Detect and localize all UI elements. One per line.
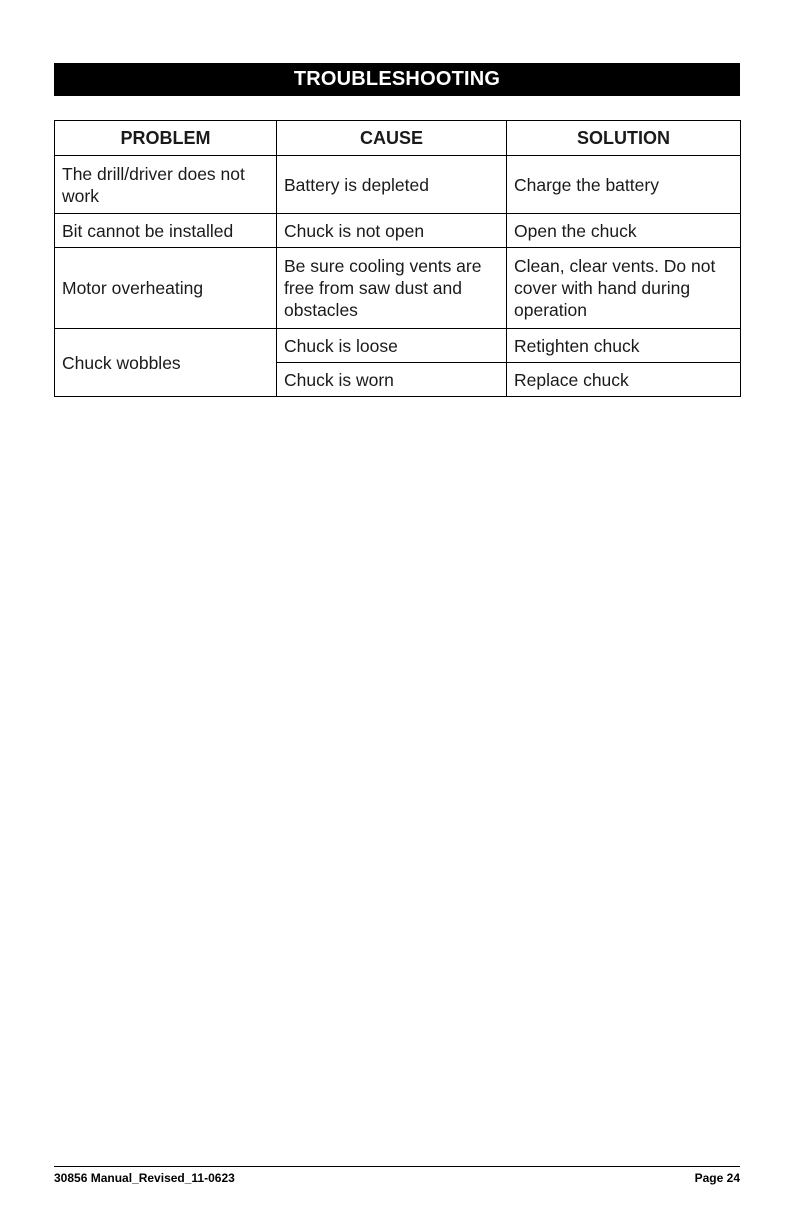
cause-cell: Chuck is loose [277, 329, 507, 363]
header-solution: SOLUTION [507, 121, 741, 156]
cause-cell: Be sure cooling vents are free from saw dust and obstacles [277, 248, 507, 329]
footer-document-id: 30856 Manual_Revised_11-0623 [54, 1171, 235, 1185]
cause-cell: Chuck is not open [277, 214, 507, 248]
header-problem: PROBLEM [55, 121, 277, 156]
troubleshooting-table [54, 120, 741, 397]
problem-cell: The drill/driver does not work [55, 156, 277, 214]
table-row [55, 214, 741, 248]
problem-cell: Motor overheating [55, 248, 277, 329]
footer-divider [54, 1166, 740, 1167]
table-row [55, 329, 741, 363]
section-heading: TROUBLESHOOTING [54, 63, 740, 96]
table-row [55, 248, 741, 329]
solution-cell: Clean, clear vents. Do not cover with hand during operation [507, 248, 741, 329]
footer-page-number: Page 24 [694, 1171, 740, 1185]
solution-cell: Charge the battery [507, 156, 741, 214]
cause-cell: Battery is depleted [277, 156, 507, 214]
table-row [55, 156, 741, 214]
solution-cell: Open the chuck [507, 214, 741, 248]
cause-cell: Chuck is worn [277, 363, 507, 397]
solution-cell: Replace chuck [507, 363, 741, 397]
table-header-row [55, 121, 741, 156]
problem-cell: Chuck wobbles [55, 329, 277, 397]
solution-cell: Retighten chuck [507, 329, 741, 363]
problem-cell: Bit cannot be installed [55, 214, 277, 248]
header-cause: CAUSE [277, 121, 507, 156]
